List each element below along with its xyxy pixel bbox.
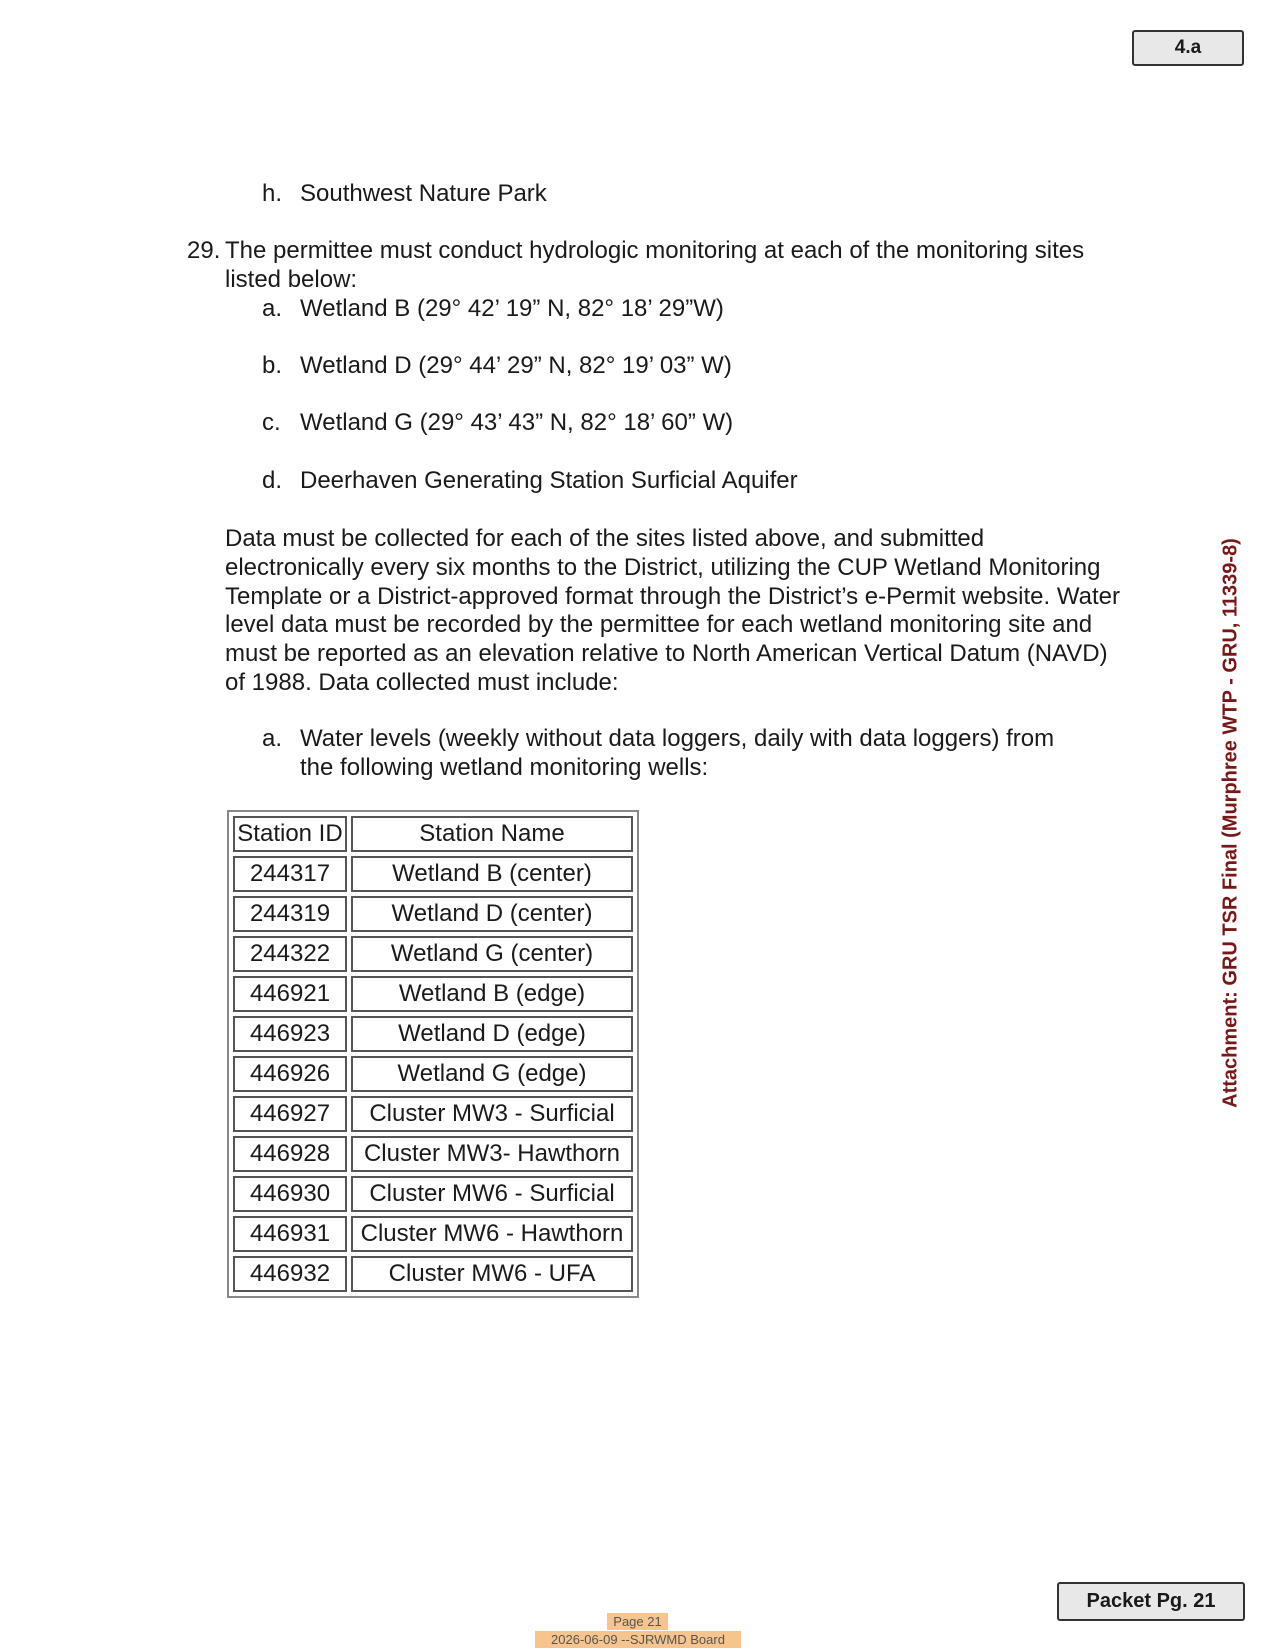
site-label: c. xyxy=(262,409,281,436)
agenda-item-tag: 4.a xyxy=(1132,30,1244,66)
include-item-text: Water levels (weekly without data loggers, daily with data loggers) from xyxy=(300,725,1055,752)
item-text-line: listed below: xyxy=(225,266,358,293)
footer-meeting-label: 2026-06-09 --SJRWMD Board xyxy=(535,1631,741,1648)
station-name-cell: Wetland D (center) xyxy=(351,896,633,932)
station-id-cell: 244317 xyxy=(233,856,347,892)
table-row xyxy=(233,896,633,932)
footer-page-number: Page 21 xyxy=(607,1613,668,1630)
packet-page-box: Packet Pg. 21 xyxy=(1057,1582,1245,1621)
station-table xyxy=(227,810,639,1298)
station-id-cell: 446927 xyxy=(233,1096,347,1132)
item-text-line: The permittee must conduct hydrologic monitoring at each of the monitoring sites xyxy=(225,237,1085,264)
column-header-station-id: Station ID xyxy=(233,816,347,852)
list-item-label: h. xyxy=(262,180,283,207)
table-row xyxy=(233,1016,633,1052)
table-row xyxy=(233,1136,633,1172)
column-header-station-name: Station Name xyxy=(351,816,633,852)
item-number: 29. xyxy=(187,237,221,264)
station-name-cell: Cluster MW3- Hawthorn xyxy=(351,1136,633,1172)
include-item-text: the following wetland monitoring wells: xyxy=(300,754,709,781)
site-label: a. xyxy=(262,295,283,322)
station-id-cell: 446930 xyxy=(233,1176,347,1212)
table-row xyxy=(233,1176,633,1212)
site-text: Deerhaven Generating Station Surficial Aquifer xyxy=(300,467,798,494)
station-name-cell: Cluster MW3 - Surficial xyxy=(351,1096,633,1132)
station-name-cell: Cluster MW6 - Hawthorn xyxy=(351,1216,633,1252)
station-id-cell: 446926 xyxy=(233,1056,347,1092)
station-id-cell: 244322 xyxy=(233,936,347,972)
site-label: d. xyxy=(262,467,283,494)
table-row xyxy=(233,1216,633,1252)
station-name-cell: Wetland G (edge) xyxy=(351,1056,633,1092)
table-row xyxy=(233,976,633,1012)
site-label: b. xyxy=(262,352,283,379)
station-id-cell: 446931 xyxy=(233,1216,347,1252)
station-id-cell: 446928 xyxy=(233,1136,347,1172)
table-row xyxy=(233,1096,633,1132)
station-name-cell: Wetland D (edge) xyxy=(351,1016,633,1052)
station-name-cell: Wetland B (center) xyxy=(351,856,633,892)
site-text: Wetland G (29° 43’ 43” N, 82° 18’ 60” W) xyxy=(300,409,734,436)
include-item-label: a. xyxy=(262,725,283,752)
attachment-label: Attachment: GRU TSR Final (Murphree WTP - GRU, 11339-8) xyxy=(1219,538,1242,1108)
station-name-cell: Wetland G (center) xyxy=(351,936,633,972)
station-id-cell: 446921 xyxy=(233,976,347,1012)
station-id-cell: 446923 xyxy=(233,1016,347,1052)
table-row xyxy=(233,936,633,972)
site-text: Wetland B (29° 42’ 19” N, 82° 18’ 29”W) xyxy=(300,295,724,322)
station-name-cell: Cluster MW6 - Surficial xyxy=(351,1176,633,1212)
table-row xyxy=(233,856,633,892)
list-item-text: Southwest Nature Park xyxy=(300,180,547,207)
table-header-row xyxy=(233,816,633,852)
table-row xyxy=(233,1056,633,1092)
station-name-cell: Cluster MW6 - UFA xyxy=(351,1256,633,1292)
station-name-cell: Wetland B (edge) xyxy=(351,976,633,1012)
station-id-cell: 446932 xyxy=(233,1256,347,1292)
table-row xyxy=(233,1256,633,1292)
site-text: Wetland D (29° 44’ 29” N, 82° 19’ 03” W) xyxy=(300,352,732,379)
data-requirements-paragraph: Data must be collected for each of the sites listed above, and submitted electronically every six months to the District, utilizing the CUP Wetland Monitoring Template or a District-approved format through the District’s e-Permit website. Water level data must be recorded by the permittee for each wetland monitoring site and must be reported as an elevation relative to North American Vertical Datum (NAVD) of 1988. Data collected must include: xyxy=(225,525,1120,696)
station-id-cell: 244319 xyxy=(233,896,347,932)
